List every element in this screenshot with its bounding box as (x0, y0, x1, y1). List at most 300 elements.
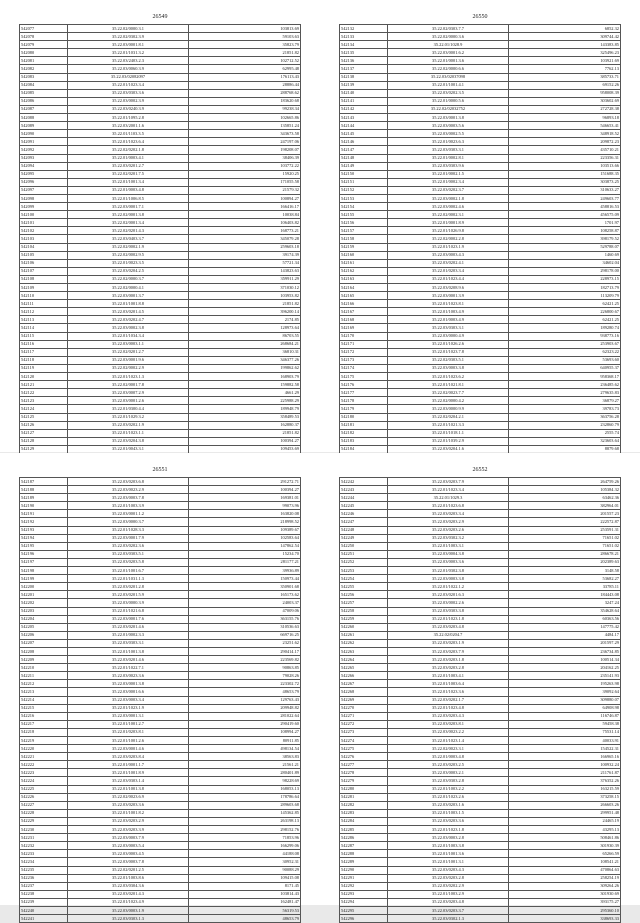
record-id-cell: 542191 (20, 510, 68, 518)
amount-cell: 100932.24 (509, 761, 621, 769)
cadastral-code-cell: 35.22.01/1001.3.8 (68, 785, 189, 793)
cadastral-code-cell: 35.22.01/1103.3.5 (68, 130, 189, 138)
amount-cell: 226800.67 (509, 308, 621, 316)
cadastral-code-cell: 35.22.01/0001.1.7 (68, 761, 189, 769)
cadastral-code-cell: 35.22.01/1001.8.2 (68, 809, 189, 817)
table-row (340, 114, 621, 122)
record-id-cell: 542210 (20, 664, 68, 672)
record-id-cell: 542240 (20, 906, 68, 914)
amount-cell: 268684.21 (189, 340, 301, 348)
record-id-cell: 542108 (20, 275, 68, 283)
table-row (340, 146, 621, 154)
table-row (20, 389, 301, 397)
table-row (20, 615, 301, 623)
record-id-cell: 542266 (340, 672, 388, 680)
record-id-cell: 542287 (340, 842, 388, 850)
amount-cell: 183620.68 (189, 97, 301, 105)
amount-cell: 182713.79 (509, 284, 621, 292)
record-id-cell: 542098 (20, 194, 68, 202)
table-row (20, 292, 301, 300)
cadastral-code-cell: 35.22.01/1001.8.9 (68, 769, 189, 777)
record-id-cell: 542265 (340, 664, 388, 672)
cadastral-code-cell: 35.22.02/0023.7.7 (388, 389, 509, 397)
record-id-cell: 542165 (340, 292, 388, 300)
amount-cell: 289603.68 (189, 801, 301, 809)
cadastral-code-cell: 35.22.03/0202.4.1 (388, 259, 509, 267)
cadastral-code-cell: 35.22.03/0203.3.9 (68, 826, 189, 834)
ledger-table (339, 477, 621, 923)
cadastral-code-cell: 35.22.02/0303.5.1 (388, 356, 509, 364)
record-id-cell: 542081 (20, 57, 68, 65)
record-id-cell: 542278 (340, 769, 388, 777)
cadastral-code-cell: 35.22.01/1023.1.8 (388, 615, 509, 623)
table-row (20, 567, 301, 575)
amount-cell: 28886.44 (189, 81, 301, 89)
amount-cell: 298152.76 (189, 826, 301, 834)
amount-cell: 151688.35 (509, 170, 621, 178)
amount-cell: 350901.68 (189, 583, 301, 591)
cadastral-code-cell: 35.22.03/0203.4.8 (388, 623, 509, 631)
record-id-cell: 542161 (340, 259, 388, 267)
cadastral-code-cell: 35.22.03/0002.1.8 (388, 194, 509, 202)
amount-cell: 291272.71 (189, 478, 301, 486)
record-id-cell: 542151 (340, 178, 388, 186)
table-row (20, 25, 301, 33)
table-row (340, 777, 621, 785)
record-id-cell: 542103 (20, 235, 68, 243)
cadastral-code-cell: 35.22.03/0003.4.3 (388, 251, 509, 259)
cadastral-code-cell: 35.22.03/0001.4.6 (68, 745, 189, 753)
amount-cell: 21561.21 (189, 761, 301, 769)
table-row (340, 607, 621, 615)
cadastral-code-cell: 35.22.03/0003.3.8 (388, 364, 509, 372)
amount-cell: 33785.11 (509, 583, 621, 591)
cadastral-code-cell: 35.22.03/0001.2.6 (68, 397, 189, 405)
amount-cell: 99073.96 (189, 502, 301, 510)
amount-cell: 109389.67 (189, 526, 301, 534)
page-title: 26551 (152, 467, 168, 473)
cadastral-code-cell: 35.22.03/0000.9.9 (388, 405, 509, 413)
table-row (340, 502, 621, 510)
cadastral-code-cell: 35.22.03/0201.4.5 (68, 308, 189, 316)
record-id-cell: 542213 (20, 688, 68, 696)
record-id-cell: 542230 (20, 826, 68, 834)
cadastral-code-cell: 35.22.03/0002.4.6 (388, 203, 509, 211)
table-row (340, 753, 621, 761)
cadastral-code-cell: 35.22.02/0023.6.9 (68, 793, 189, 801)
record-id-cell: 542114 (20, 324, 68, 332)
record-id-cell: 542276 (340, 753, 388, 761)
amount-cell: 223356.31 (509, 154, 621, 162)
record-id-cell: 542190 (20, 502, 68, 510)
cadastral-code-cell: 35.22.02/0001.3.8 (68, 211, 189, 219)
record-id-cell: 542156 (340, 219, 388, 227)
cadastral-code-cell: 35.22.03/0001.6.6 (68, 688, 189, 696)
amount-cell: 44188.08 (189, 850, 301, 858)
record-id-cell: 542201 (20, 591, 68, 599)
cadastral-code-cell: 35.22.03/0303.3.1 (388, 146, 509, 154)
cadastral-code-cell: 35.22.01/1028.3.3 (68, 526, 189, 534)
table-row (20, 777, 301, 785)
amount-cell: 281177.21 (189, 558, 301, 566)
amount-cell: 7762.13 (509, 65, 621, 73)
cadastral-code-cell: 35.22.01/1003.2.2 (388, 785, 509, 793)
cadastral-code-cell: 35.22.01/1003.3.1 (388, 542, 509, 550)
amount-cell: 113209.79 (509, 292, 621, 300)
cadastral-code-cell: 35.22.03/0203.8.1 (388, 720, 509, 728)
amount-cell: 90088.29 (189, 866, 301, 874)
cadastral-code-cell: 35.22.01/1023.1.9 (68, 704, 189, 712)
amount-cell: 39783.73 (509, 405, 621, 413)
amount-cell: 162481.47 (189, 898, 301, 906)
amount-cell: 222572.87 (509, 518, 621, 526)
amount-cell: 109453.69 (189, 445, 301, 453)
record-id-cell: 542215 (20, 704, 68, 712)
cadastral-code-cell: 35.22.03/0001.1.2 (68, 510, 189, 518)
amount-cell: 147775.42 (509, 623, 621, 631)
record-id-cell: 542152 (340, 186, 388, 194)
record-id-cell: 542174 (340, 364, 388, 372)
record-id-cell: 542142 (340, 105, 388, 113)
record-id-cell: 542166 (340, 300, 388, 308)
cadastral-code-cell: 35.22.01/0001.3.6 (388, 57, 509, 65)
amount-cell: 354628.64 (509, 607, 621, 615)
record-id-cell: 542251 (340, 550, 388, 558)
cadastral-code-cell: 35.22.03/0240.3.9 (68, 105, 189, 113)
cadastral-code-cell: 35.22.01/0043.3.1 (68, 445, 189, 453)
table-row (340, 550, 621, 558)
amount-cell: 36879.27 (509, 397, 621, 405)
cadastral-code-cell: 35.22.03/0202.2.9 (388, 882, 509, 890)
cadastral-code-cell: 35.22.03/0203.3.7 (388, 906, 509, 914)
record-id-cell: 542106 (20, 259, 68, 267)
cadastral-code-cell: 35.22.01/1003.2.9 (388, 890, 509, 898)
table-row (340, 235, 621, 243)
table-row (20, 308, 301, 316)
amount-cell: 62421.25 (509, 300, 621, 308)
cadastral-code-cell: 35.22.01/1023.6.2 (388, 373, 509, 381)
amount-cell: 166299.06 (189, 842, 301, 850)
cadastral-code-cell: 35.22.01/1023.6.4 (68, 138, 189, 146)
record-id-cell: 542260 (340, 623, 388, 631)
amount-cell: 376352.26 (509, 777, 621, 785)
amount-cell: 359911.29 (189, 275, 301, 283)
table-row (340, 130, 621, 138)
record-id-cell: 542273 (340, 728, 388, 736)
table-row (340, 162, 621, 170)
table-row (340, 397, 621, 405)
amount-cell: 310536.63 (189, 623, 301, 631)
table-row (20, 122, 301, 130)
amount-cell: 211761.87 (509, 769, 621, 777)
cadastral-code-cell: 35.22.03/0204.3.8 (68, 437, 189, 445)
record-id-cell: 542188 (20, 486, 68, 494)
amount-cell: 103921.69 (509, 57, 621, 65)
record-id-cell: 542184 (340, 445, 388, 453)
cadastral-code-cell: 35.22.03/0002.3.8 (68, 324, 189, 332)
record-id-cell: 542248 (340, 526, 388, 534)
record-id-cell: 542212 (20, 680, 68, 688)
record-id-cell: 542296 (340, 915, 388, 923)
record-id-cell: 542244 (340, 494, 388, 502)
table-row (340, 898, 621, 906)
record-id-cell: 542179 (340, 405, 388, 413)
amount-cell: 3148.58 (509, 567, 621, 575)
document-page-3 (0, 453, 320, 921)
cadastral-code-cell: 35.22.03/0201.6.3 (388, 591, 509, 599)
amount-cell: 279635.83 (509, 389, 621, 397)
table-row (340, 138, 621, 146)
cadastral-code-cell: 35.22.01/0003.4.8 (68, 186, 189, 194)
record-id-cell: 542280 (340, 785, 388, 793)
table-row (20, 656, 301, 664)
amount-cell: 40033.91 (509, 737, 621, 745)
cadastral-code-cell: 35.22.01/1023.4.4 (388, 275, 509, 283)
amount-cell: 24465.19 (509, 817, 621, 825)
table-row (20, 817, 301, 825)
table-row (340, 785, 621, 793)
cadastral-code-cell: 35.22.03/0003.3.8 (388, 575, 509, 583)
cadastral-code-cell: 35.22.01/0000.5.6 (388, 97, 509, 105)
cadastral-code-cell: 35.22.01/0002.3.4 (388, 178, 509, 186)
amount-cell: 53682.27 (509, 575, 621, 583)
table-row (340, 761, 621, 769)
table-row (20, 874, 301, 882)
amount-cell: 99238.34 (189, 105, 301, 113)
record-id-cell: 542168 (340, 316, 388, 324)
cadastral-code-cell: 35.22.01/1001.3.6 (388, 850, 509, 858)
amount-cell: 150973.44 (189, 575, 301, 583)
cadastral-code-cell: 35.22.03/0302.3.2 (388, 534, 509, 542)
amount-cell: 53693.60 (509, 356, 621, 364)
amount-cell: 201597.29 (509, 639, 621, 647)
cadastral-code-cell: 35.22.03/0303.1.4 (68, 777, 189, 785)
table-row (340, 227, 621, 235)
table-row (340, 381, 621, 389)
table-row (340, 81, 621, 89)
amount-cell: 236485.62 (509, 381, 621, 389)
table-row (340, 389, 621, 397)
cadastral-code-cell: 35.22.03/0303.2.8 (388, 777, 509, 785)
record-id-cell: 542090 (20, 130, 68, 138)
cadastral-code-cell: 35.22.01/0002.8.1 (388, 154, 509, 162)
record-id-cell: 542209 (20, 656, 68, 664)
amount-cell: 8171.45 (189, 882, 301, 890)
cadastral-code-cell: 35.22.03/0203.8.4 (68, 753, 189, 761)
cadastral-code-cell: 35.22.03/0003.3.4 (68, 696, 189, 704)
table-row (340, 599, 621, 607)
document-page-4 (320, 453, 640, 921)
cadastral-code-cell: 35.22.03/0001.7.1 (68, 203, 189, 211)
record-id-cell: 542236 (20, 874, 68, 882)
record-id-cell: 542293 (340, 890, 388, 898)
table-row (340, 631, 621, 639)
record-id-cell: 542202 (20, 599, 68, 607)
table-row (340, 534, 621, 542)
record-id-cell: 542281 (340, 793, 388, 801)
amount-cell: 199862.62 (189, 364, 301, 372)
table-row (20, 720, 301, 728)
amount-cell: 288768.62 (189, 89, 301, 97)
amount-cell: 162880.37 (189, 421, 301, 429)
record-id-cell: 542181 (340, 421, 388, 429)
amount-cell: 310633.27 (509, 186, 621, 194)
table-row (340, 858, 621, 866)
table-row (340, 267, 621, 275)
table-row (340, 259, 621, 267)
amount-cell: 235141.93 (509, 672, 621, 680)
table-row (340, 292, 621, 300)
table-row (340, 680, 621, 688)
table-row (340, 745, 621, 753)
cadastral-code-cell: 35.22.03/0201.2.7 (68, 162, 189, 170)
table-row (20, 219, 301, 227)
cadastral-code-cell: 35.22.03/0001.3.8 (388, 114, 509, 122)
cadastral-code-cell: 35.22.02/0002.2.9 (68, 364, 189, 372)
record-id-cell: 542126 (20, 421, 68, 429)
amount-cell: 253591.31 (509, 526, 621, 534)
table-row (20, 494, 301, 502)
amount-cell: 958368.17 (509, 373, 621, 381)
cadastral-code-cell: 35.22.02/0002.1.9 (68, 243, 189, 251)
cadastral-code-cell: 35.22.01/1001.6.7 (68, 567, 189, 575)
table-row (20, 97, 301, 105)
table-row (20, 898, 301, 906)
table-row (20, 542, 301, 550)
amount-cell: 323603.64 (509, 437, 621, 445)
amount-cell: 168773.21 (189, 227, 301, 235)
amount-cell: 102583.64 (189, 534, 301, 542)
table-row (340, 49, 621, 57)
cadastral-code-cell: 35.22.02/0302.3.9 (68, 33, 189, 41)
table-row (340, 575, 621, 583)
record-id-cell: 542102 (20, 227, 68, 235)
table-row (20, 607, 301, 615)
table-row (20, 421, 301, 429)
amount-cell: 189280.74 (509, 324, 621, 332)
table-row (20, 688, 301, 696)
table-row (20, 550, 301, 558)
amount-cell: 59103.63 (189, 33, 301, 41)
record-id-cell: 542292 (340, 882, 388, 890)
record-id-cell: 542216 (20, 712, 68, 720)
table-row (340, 486, 621, 494)
amount-cell: 303602.69 (509, 97, 621, 105)
cadastral-code-cell: 35.22.02/0201.2.5 (68, 866, 189, 874)
table-row (340, 73, 621, 81)
record-id-cell: 542149 (340, 162, 388, 170)
cadastral-code-cell: 35.22.02/0201.4.3 (68, 227, 189, 235)
table-row (20, 194, 301, 202)
amount-cell: 498134.54 (189, 745, 301, 753)
amount-cell: 382964.01 (509, 502, 621, 510)
record-id-cell: 542176 (340, 381, 388, 389)
record-id-cell: 542101 (20, 219, 68, 227)
cadastral-code-cell: 35.22.01/1023.1.8 (388, 826, 509, 834)
cadastral-code-cell: 35.22.01/0002.3.3 (68, 631, 189, 639)
record-id-cell: 542111 (20, 300, 68, 308)
record-id-cell: 542208 (20, 647, 68, 655)
amount-cell: 163820.08 (189, 510, 301, 518)
cadastral-code-cell: 35.22.01/0203.8.1 (68, 728, 189, 736)
record-id-cell: 542133 (340, 33, 388, 41)
record-id-cell: 542221 (20, 753, 68, 761)
cadastral-code-cell: 35.22.03/0203.1.9 (388, 639, 509, 647)
table-row (340, 186, 621, 194)
amount-cell: 309264.26 (509, 882, 621, 890)
record-id-cell: 542257 (340, 599, 388, 607)
record-id-cell: 542146 (340, 138, 388, 146)
table-row (20, 599, 301, 607)
table-row (340, 284, 621, 292)
record-id-cell: 542084 (20, 81, 68, 89)
cadastral-code-cell: 35.22.02/0002.3.1 (388, 211, 509, 219)
table-row (20, 890, 301, 898)
table-row (20, 737, 301, 745)
table-row (20, 826, 301, 834)
amount-cell: 6852.32 (509, 25, 621, 33)
record-id-cell: 542157 (340, 227, 388, 235)
amount-cell: 8879.68 (509, 445, 621, 453)
table-row (20, 575, 301, 583)
cadastral-code-cell: 35.22.01/1023.3.4 (388, 486, 509, 494)
table-row (20, 712, 301, 720)
amount-cell: 171055.58 (189, 178, 301, 186)
cadastral-code-cell: 35.22.03/0003.2.1 (388, 769, 509, 777)
table-row (340, 591, 621, 599)
table-row (340, 623, 621, 631)
cadastral-code-cell: 35.22.03/0203.6.8 (68, 478, 189, 486)
amount-cell: 48653.79 (189, 915, 301, 923)
table-row (340, 41, 621, 49)
table-row (340, 251, 621, 259)
cadastral-code-cell: 35.22.01/0203.3.4 (388, 267, 509, 275)
cadastral-code-cell: 35.22.01/1003.4.1 (388, 672, 509, 680)
amount-cell: 259603.18 (189, 243, 301, 251)
amount-cell: 147862.54 (189, 542, 301, 550)
amount-cell: 100514.34 (509, 656, 621, 664)
cadastral-code-cell: 35.22.03/0203.4.8 (388, 898, 509, 906)
cadastral-code-cell: 35.22.03/0203.7.9 (388, 647, 509, 655)
table-row (20, 745, 301, 753)
table-row (340, 203, 621, 211)
amount-cell: 2555.74 (509, 429, 621, 437)
amount-cell: 98228.69 (189, 777, 301, 785)
table-row (340, 219, 621, 227)
cadastral-code-cell: 35.22.03/0203.3.6 (388, 817, 509, 825)
amount-cell: 103513.66 (509, 162, 621, 170)
record-id-cell: 542254 (340, 575, 388, 583)
amount-cell: 43295.13 (509, 826, 621, 834)
record-id-cell: 542132 (340, 25, 388, 33)
amount-cell: 299951.48 (509, 809, 621, 817)
table-row (20, 275, 301, 283)
record-id-cell: 542173 (340, 356, 388, 364)
amount-cell: 71853.96 (189, 834, 301, 842)
amount-cell: 63462.36 (509, 494, 621, 502)
table-row (340, 728, 621, 736)
cadastral-code-cell: 35.22.03/0003.5.6 (388, 122, 509, 130)
cadastral-code-cell: 35.22.03/0203.2.5 (388, 761, 509, 769)
table-row (20, 866, 301, 874)
amount-cell: 398179.52 (509, 235, 621, 243)
record-id-cell: 542107 (20, 267, 68, 275)
table-row (20, 243, 301, 251)
record-id-cell: 542096 (20, 178, 68, 186)
table-row (340, 801, 621, 809)
amount-cell: 363155.76 (189, 615, 301, 623)
amount-cell: 249603.77 (509, 194, 621, 202)
